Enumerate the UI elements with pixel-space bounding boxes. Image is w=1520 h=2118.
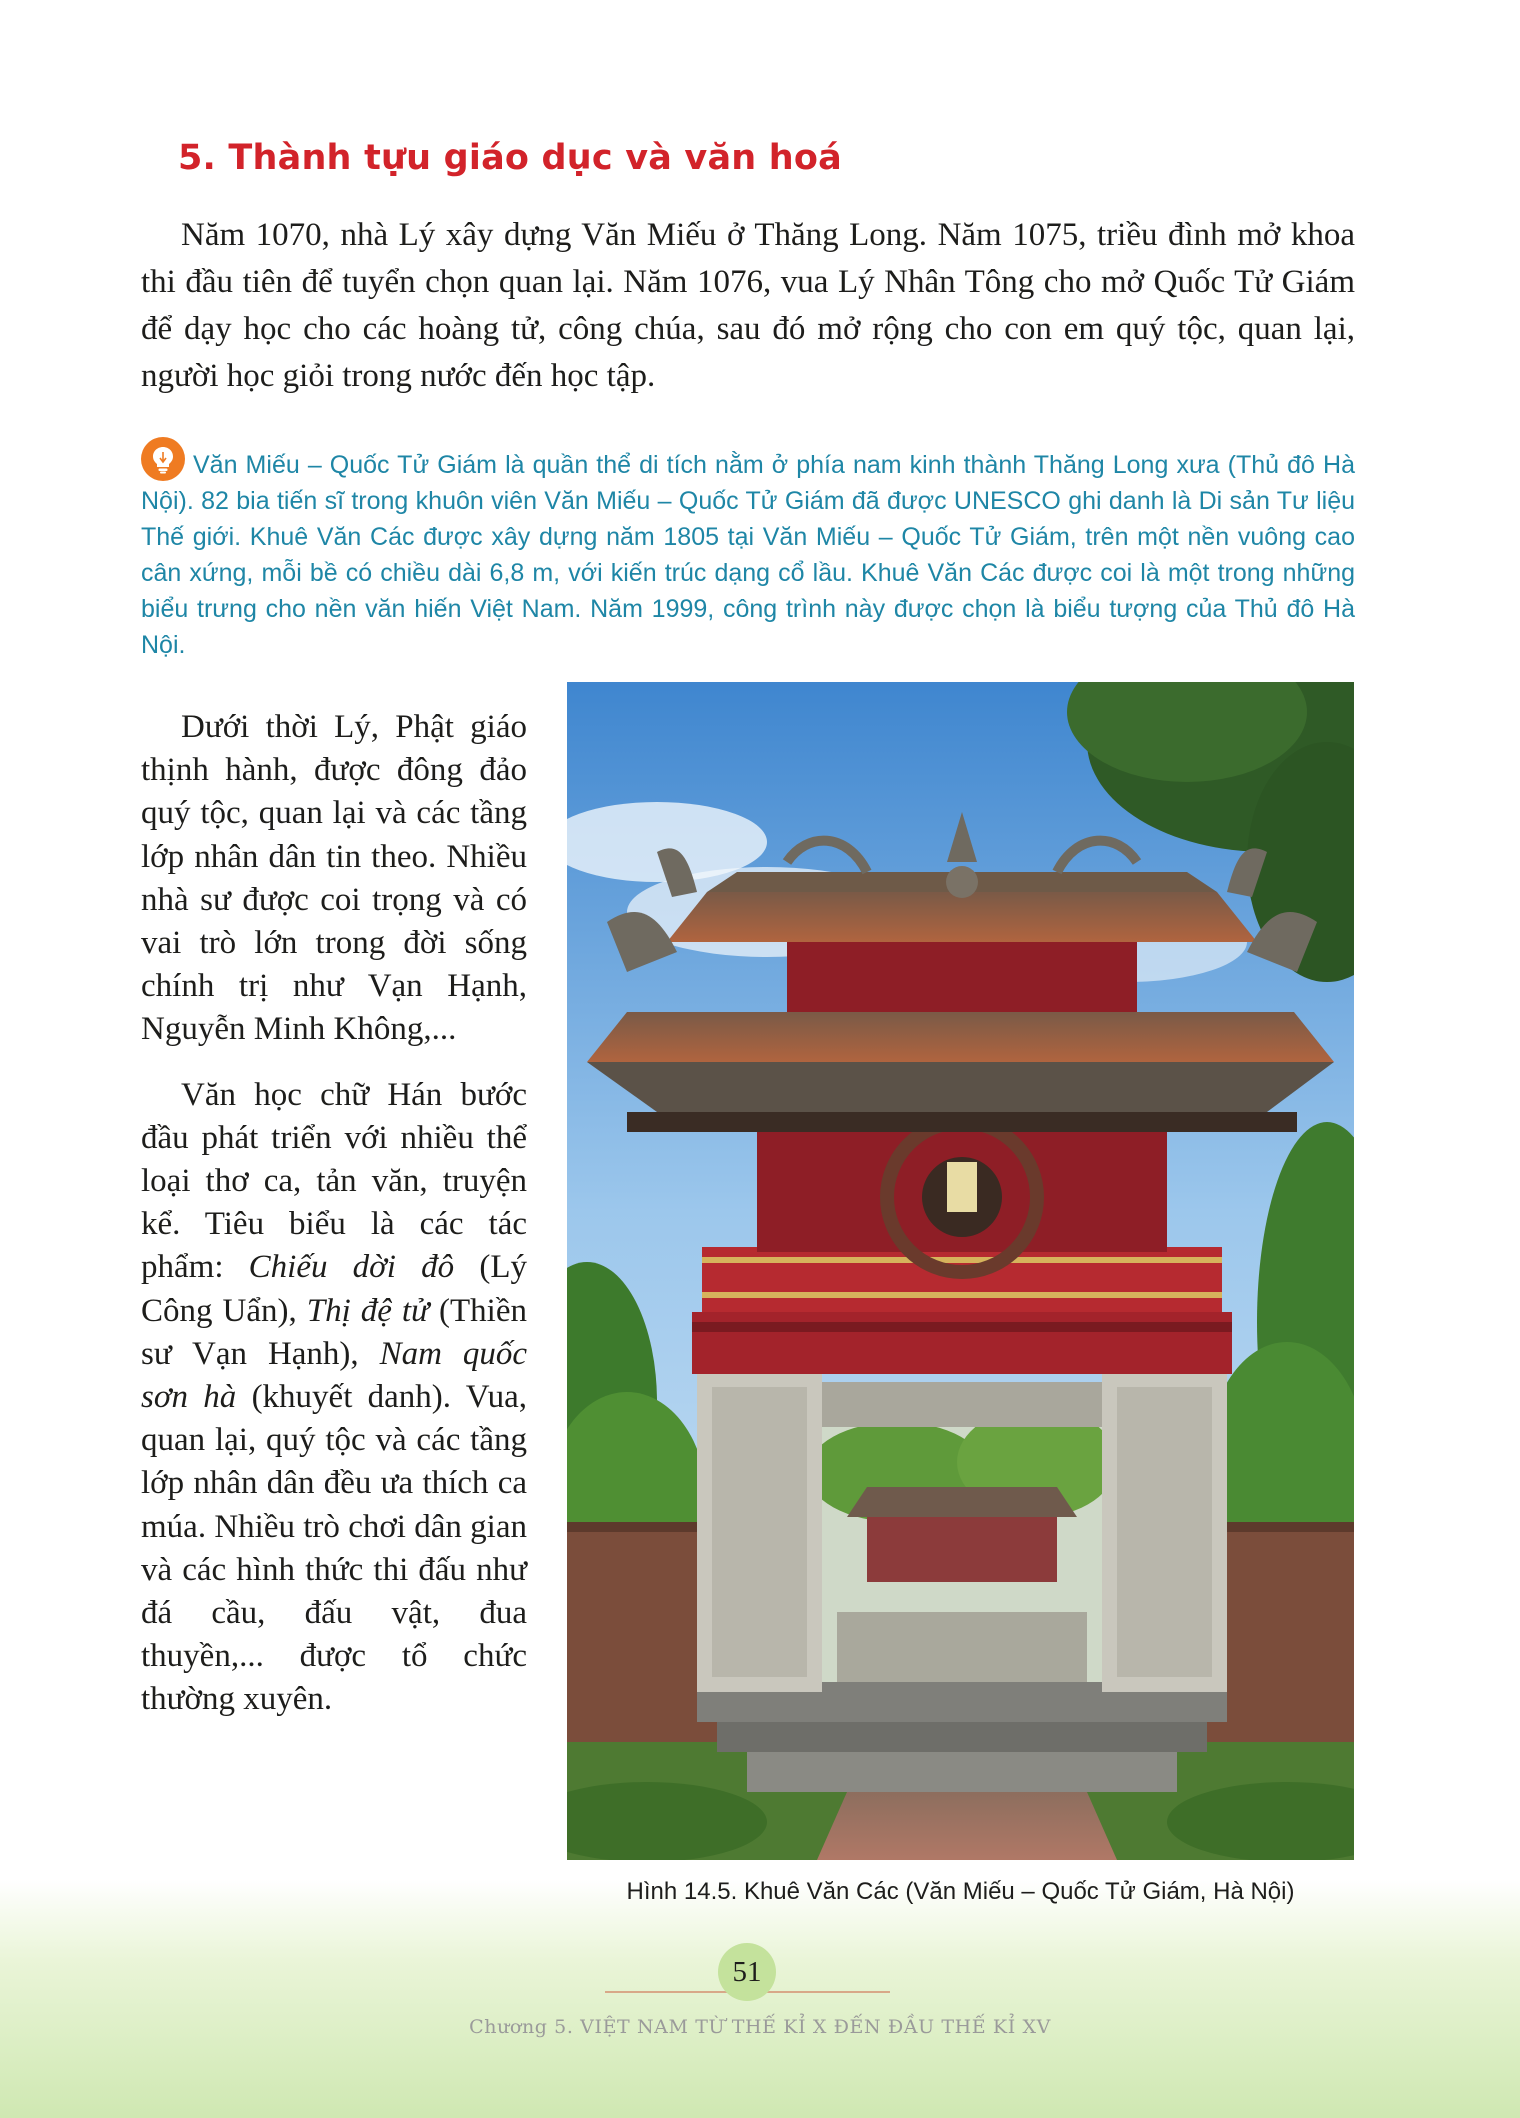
khue-van-cac-photo: [567, 682, 1354, 1860]
page-number: 51: [718, 1943, 776, 2001]
literature-paragraph: [141, 1074, 527, 1722]
literature-text-3: (Thiền sư Vạn Hạnh),: [141, 1292, 527, 1372]
body-column: [141, 706, 527, 1722]
literature-text-4: (khuyết danh). Vua, quan lại, quý tộc và các tầng lớp nhân dân đều ưa thích ca múa. Nhiều trò chơi dân gian và các hình thức thi đấu như đá cầu, đấu vật, đua thuyền,... được tổ chức thường xuyên.: [141, 1379, 527, 1718]
work-title: Thị đệ tử: [306, 1292, 430, 1329]
buddhism-paragraph: Dưới thời Lý, Phật giáo thịnh hành, được đông đảo quý tộc, quan lại và các tầng lớp nhân dân tin theo. Nhiều nhà sư được coi trọng và có vai trò lớn trong đời sống chính trị như Vạn Hạnh, Nguyễn Minh Không,...: [141, 709, 527, 1048]
note-text: Văn Miếu – Quốc Tử Giám là quần thể di tích nằm ở phía nam kinh thành Thăng Long xưa (Thủ đô Hà Nội). 82 bia tiến sĩ trong khuôn viên Văn Miếu – Quốc Tử Giám đã được UNESCO ghi danh là Di sản Tư liệu Thế giới. Khuê Văn Các được xây dựng năm 1805 tại Văn Miếu – Quốc Tử Giám, trên một nền vuông cao cân xứng, mỗi bề có chiều dài 6,8 m, với kiến trúc dạng cổ lầu. Khuê Văn Các được coi là một trong những biểu trưng cho nền văn hiến Việt Nam. Năm 1999, công trình này được chọn là biểu tượng của Thủ đô Hà Nội.: [141, 451, 1355, 659]
work-title: Nam quốc sơn hà: [141, 1335, 528, 1416]
chapter-footer: Chương 5. VIỆT NAM TỪ THẾ KỈ X ĐẾN ĐẦU THẾ KỈ XV: [469, 2016, 1051, 2038]
figure-caption: Hình 14.5. Khuê Văn Các (Văn Miếu – Quốc Tử Giám, Hà Nội): [626, 1878, 1295, 1905]
literature-text-2: (Lý Công Uẩn),: [141, 1249, 527, 1329]
work-title: Chiếu dời đô: [248, 1249, 455, 1286]
lightbulb-icon: [141, 437, 185, 481]
info-note: [141, 437, 1355, 663]
literature-text-1: Văn học chữ Hán bước đầu phát triển với nhiều thể loại thơ ca, tản văn, truyện kể. Tiêu biểu là các tác phẩm:: [141, 1076, 527, 1286]
section-heading: 5. Thành tựu giáo dục và văn hoá: [178, 138, 842, 178]
intro-paragraph: Năm 1070, nhà Lý xây dựng Văn Miếu ở Thăng Long. Năm 1075, triều đình mở khoa thi đầu tiên để tuyển chọn quan lại. Năm 1076, vua Lý Nhân Tông cho mở Quốc Tử Giám để dạy học cho các hoàng tử, công chúa, sau đó mở rộng cho con em quý tộc, quan lại, người học giỏi trong nước đến học tập.: [141, 217, 1355, 394]
